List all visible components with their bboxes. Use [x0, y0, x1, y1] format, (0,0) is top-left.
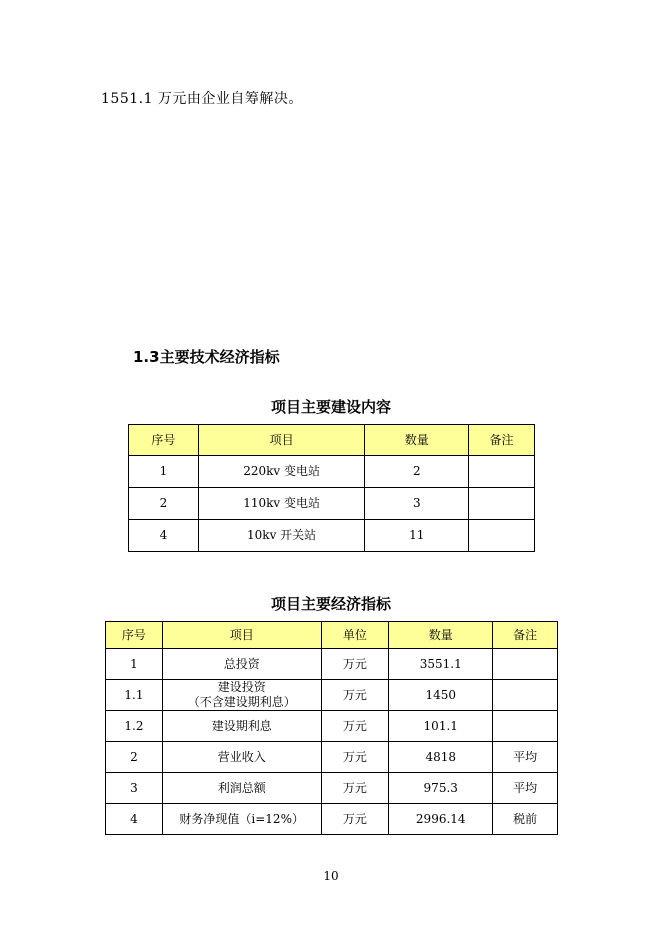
header-cell: 项目: [162, 622, 321, 649]
table-cell: 4: [106, 804, 163, 835]
table-cell: 平均: [493, 773, 558, 804]
table-cell: 2: [365, 456, 469, 488]
table-cell: 3: [365, 488, 469, 520]
table-cell: 万元: [321, 649, 389, 680]
table-cell: 万元: [321, 742, 389, 773]
table-cell: 总投资: [162, 649, 321, 680]
table-row: [106, 711, 558, 742]
table-cell: 2996.14: [389, 804, 493, 835]
table-cell: 4: [129, 520, 199, 552]
table-row: [106, 804, 558, 835]
table-cell: 平均: [493, 742, 558, 773]
header-cell: 项目: [198, 425, 365, 456]
table-cell: [469, 520, 535, 552]
header-cell: 备注: [469, 425, 535, 456]
table-row: [129, 456, 535, 488]
table-cell: 利润总额: [162, 773, 321, 804]
table-cell: 1: [106, 649, 163, 680]
section-heading: 1.3主要技术经济指标: [133, 348, 280, 366]
table-cell: 975.3: [389, 773, 493, 804]
table-cell: 4818: [389, 742, 493, 773]
table-cell: 11: [365, 520, 469, 552]
intro-text: 1551.1 万元由企业自筹解决。: [101, 91, 303, 107]
table-cell: 3: [106, 773, 163, 804]
table-cell: 万元: [321, 680, 389, 711]
table-cell: [469, 456, 535, 488]
header-cell: 数量: [389, 622, 493, 649]
header-cell: 单位: [321, 622, 389, 649]
table-row: [106, 649, 558, 680]
table-cell: 万元: [321, 773, 389, 804]
table-cell: 1450: [389, 680, 493, 711]
page-number: 10: [323, 869, 339, 883]
economic-indicators-table: [105, 621, 558, 835]
header-cell: 数量: [365, 425, 469, 456]
table-row: [106, 773, 558, 804]
table-cell: 1.2: [106, 711, 163, 742]
table-header-row: [106, 622, 558, 649]
table-cell: 建设期利息: [162, 711, 321, 742]
table-cell: 万元: [321, 804, 389, 835]
table-cell: 10kv 开关站: [198, 520, 365, 552]
header-cell: 序号: [106, 622, 163, 649]
table-row: [106, 742, 558, 773]
table-cell: 2: [106, 742, 163, 773]
table-cell: [493, 711, 558, 742]
header-cell: 备注: [493, 622, 558, 649]
table-cell: 101.1: [389, 711, 493, 742]
table-cell: [493, 680, 558, 711]
table1-caption: 项目主要建设内容: [270, 398, 391, 416]
table-cell: 3551.1: [389, 649, 493, 680]
table-cell: 110kv 变电站: [198, 488, 365, 520]
table-row: [129, 488, 535, 520]
table-row: [129, 520, 535, 552]
table-cell: 1: [129, 456, 199, 488]
table-cell: [493, 649, 558, 680]
header-cell: 序号: [129, 425, 199, 456]
table2-caption: 项目主要经济指标: [270, 595, 391, 613]
table-row: [106, 680, 558, 711]
table-cell: 万元: [321, 711, 389, 742]
table-cell: 建设投资 （不含建设期利息）: [162, 680, 321, 711]
table-header-row: [129, 425, 535, 456]
table-cell: 2: [129, 488, 199, 520]
table-cell: 财务净现值（i=12%）: [162, 804, 321, 835]
table-cell: 1.1: [106, 680, 163, 711]
table-cell: [469, 488, 535, 520]
table-cell: 税前: [493, 804, 558, 835]
construction-content-table: [128, 424, 535, 552]
table-cell: 220kv 变电站: [198, 456, 365, 488]
table-cell: 营业收入: [162, 742, 321, 773]
